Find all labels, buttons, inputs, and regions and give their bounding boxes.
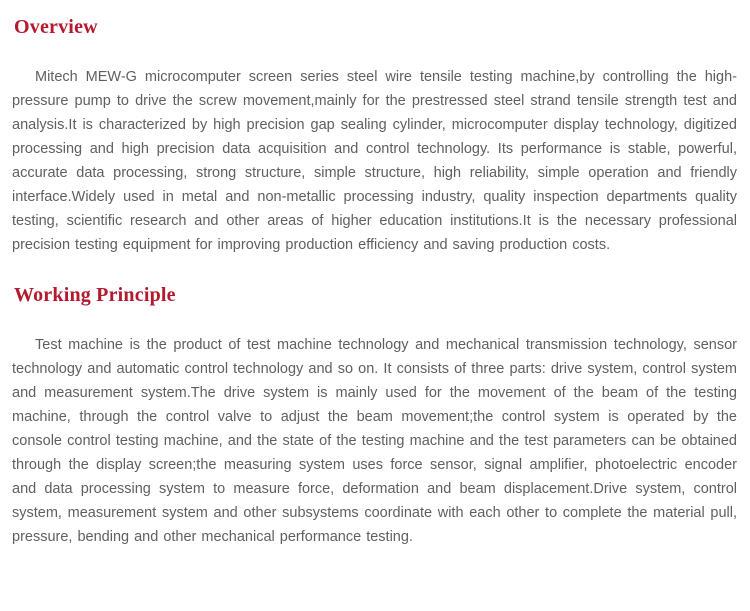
section-working-principle xyxy=(12,283,737,549)
overview-paragraph: Mitech MEW-G microcomputer screen series steel wire tensile testing machine,by controlling the high-pressure pump to drive the screw movement,mainly for the prestressed steel strand tensile strength test and analysis.It is characterized by high precision gap sealing cylinder, microcomputer display technology, digitized processing and high precision data acquisition and control technology. Its performance is stable, powerful, accurate data processing, strong structure, simple structure, high reliability, simple operation and friendly interface.Widely used in metal and non-metallic processing industry, quality inspection departments quality testing, scientific research and other areas of higher education institutions.It is the necessary professional precision testing equipment for improving production efficiency and saving production costs. xyxy=(12,69,737,253)
working-principle-heading: Working Principle xyxy=(14,284,176,306)
overview-heading: Overview xyxy=(14,16,98,38)
section-overview xyxy=(12,15,737,257)
working-principle-paragraph: Test machine is the product of test machine technology and mechanical transmission technology, sensor technology and automatic control technology and so on. It consists of three parts: drive system, control system and measurement system.The drive system is mainly used for the movement of the beam of the testing machine, through the control valve to adjust the beam movement;the control system is operated by the console control testing machine, and the state of the testing machine and the test parameters can be obtained through the display screen;the measuring system uses force sensor, signal amplifier, photoelectric encoder and data processing system to measure force, deformation and beam displacement.Drive system, control system, measurement system and other subsystems coordinate with each other to complete the material pull, pressure, bending and other mechanical performance testing. xyxy=(12,337,737,545)
